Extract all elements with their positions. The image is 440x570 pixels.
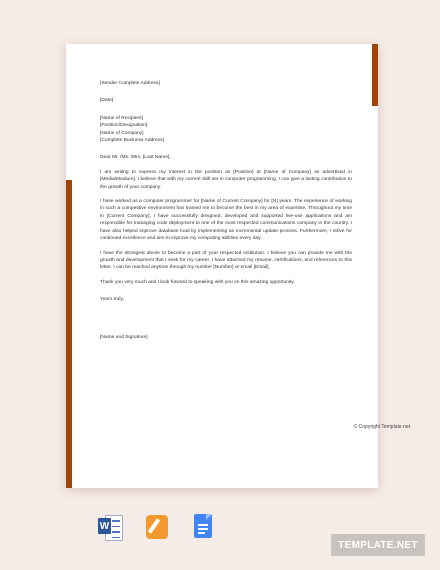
app-icons — [98, 513, 214, 541]
signature: [Name and Signature] — [100, 334, 148, 340]
sender-address: [Sender Complete Address] — [100, 81, 160, 86]
paragraph-intro: I am writing to express my interest in the position as [Position] at [Name of Company] as advertised in [Media/Medium]. I believe that with my current skill set in computer programming, I can give a lasting contribution to the growth of your company. — [100, 169, 352, 190]
letter-date: [Date] — [100, 98, 114, 104]
pages-icon[interactable] — [144, 513, 168, 541]
recipient-company: [Name of Company] — [100, 130, 144, 136]
accent-bar-left — [66, 180, 72, 488]
paragraph-thanks: Thank you very much and I look forward to speaking with you on this amazing opportunity. — [100, 279, 295, 285]
brand-badge[interactable]: TEMPLATE.NET — [331, 534, 425, 556]
word-icon[interactable] — [98, 513, 122, 541]
letter-body — [100, 80, 352, 341]
paragraph-experience: I have worked as a computer programmer for [Name of Current Company] for [N] years. The experience of working in such a competitive environment has trained me to become the best in my area of expertise. Throughout my time in [Current Company], I have successfully designed, developed and supported live-use applications and am responsible for managing code deployment to one of the most respected communications company in the country. I have also helped improve database load by implementing an incremental update process. Furthermore, I strive for continued excellence and aim to improve my computing abilities every day. — [100, 199, 352, 242]
closing: Yours truly, — [100, 297, 124, 303]
salutation: Dear Mr. /Ms. /Mrs. [Last Name], — [100, 155, 171, 161]
word-letter: W — [98, 518, 111, 534]
recipient-address: [Complete Business Address] — [100, 138, 164, 144]
google-docs-icon[interactable] — [190, 513, 214, 541]
copyright-notice: © Copyright Template.net — [353, 424, 410, 430]
paragraph-desire: I have the strongest desire to become a part of your respected institution. I believe you can provide me with the growth and development that I seek for my career. I have attached my resume, certifications, and references to this letter. I can be reached anytime through my number [Number] or email [Email]. — [100, 250, 352, 271]
accent-bar-right — [372, 44, 378, 106]
recipient-name: [Name of Recipient] — [100, 115, 143, 121]
recipient-position: [Position/Designation] — [100, 123, 148, 129]
